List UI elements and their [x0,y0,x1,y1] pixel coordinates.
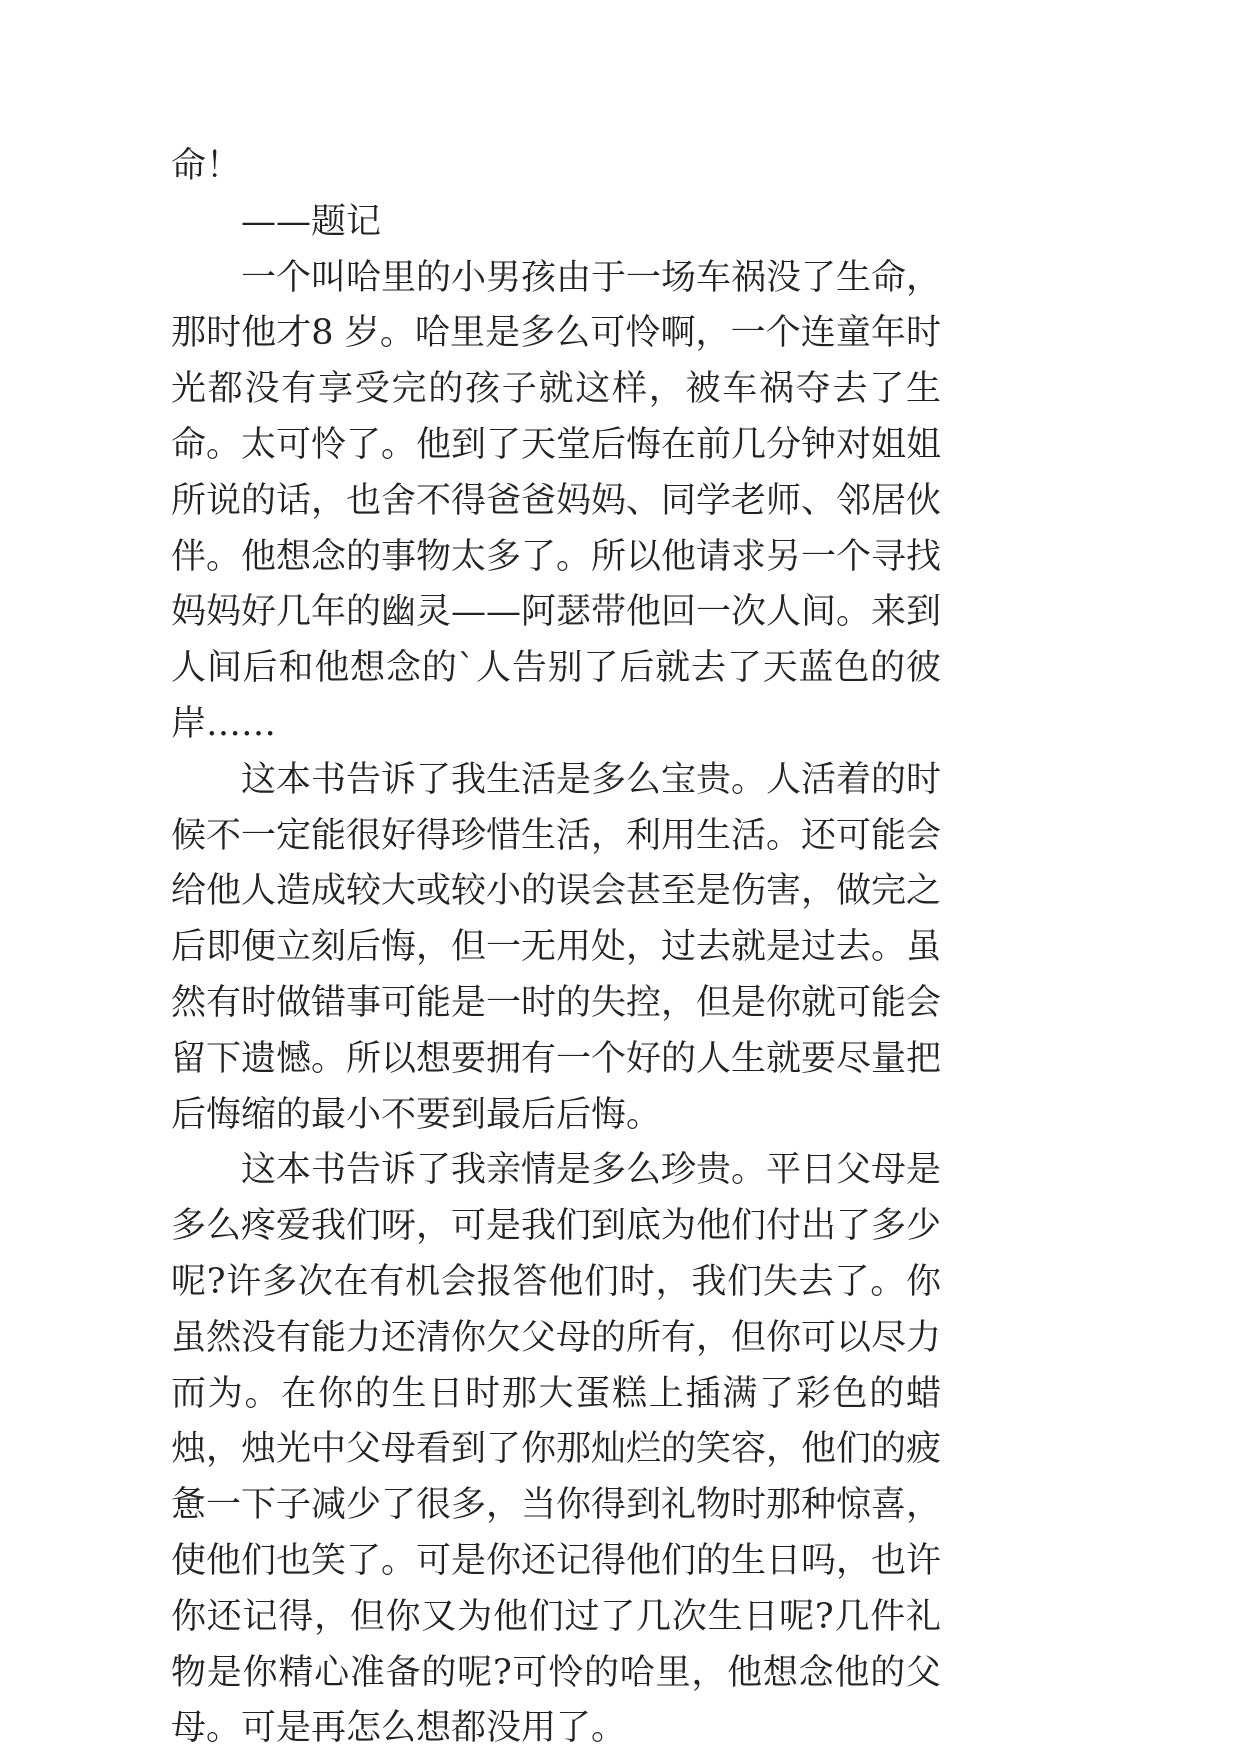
paragraph-2: 这本书告诉了我生活是多么宝贵。人活着的时候不一定能很好得珍惜生活，利用生活。还可能会给他人造成较大或较小的误会甚至是伤害，做完之后即便立刻后悔，但一无用处，过去就是过去。虽然有时做错事可能是一时的失控，但是你就可能会留下遗憾。所以想要拥有一个好的人生就要尽量把后悔缩的最小不要到最后后悔。 [171,759,942,1135]
epigraph-attribution: ——题记 [241,201,382,242]
paragraph-1: 一个叫哈里的小男孩由于一场车祸没了生命，那时他才8 岁。哈里是多么可怜啊，一个连童年时光都没有享受完的孩子就这样，被车祸夺去了生命。太可怜了。他到了天堂后悔在前几分钟对姐姐所说的话，也舍不得爸爸妈妈、同学老师、邻居伙伴。他想念的事物太多了。所以他请求另一个寻找妈妈好几年的幽灵——阿瑟带他回一次人间。来到人间后和他想念的`人告别了后就去了天蓝色的彼岸…… [171,257,942,744]
body-text [171,139,941,1757]
paragraph-3: 这本书告诉了我亲情是多么珍贵。平日父母是多么疼爱我们呀，可是我们到底为他们付出了多少呢?许多次在有机会报答他们时，我们失去了。你虽然没有能力还清你欠父母的所有，但你可以尽力而为。在你的生日时那大蛋糕上插满了彩色的蜡烛，烛光中父母看到了你那灿烂的笑容，他们的疲惫一下子减少了很多，当你得到礼物时那种惊喜，使他们也笑了。可是你还记得他们的生日吗，也许你还记得，但你又为他们过了几次生日呢?几件礼物是你精心准备的呢?可怜的哈里，他想念他的父母。可是再怎么想都没用了。 [171,1150,942,1749]
opening-line: 命！ [171,146,242,186]
